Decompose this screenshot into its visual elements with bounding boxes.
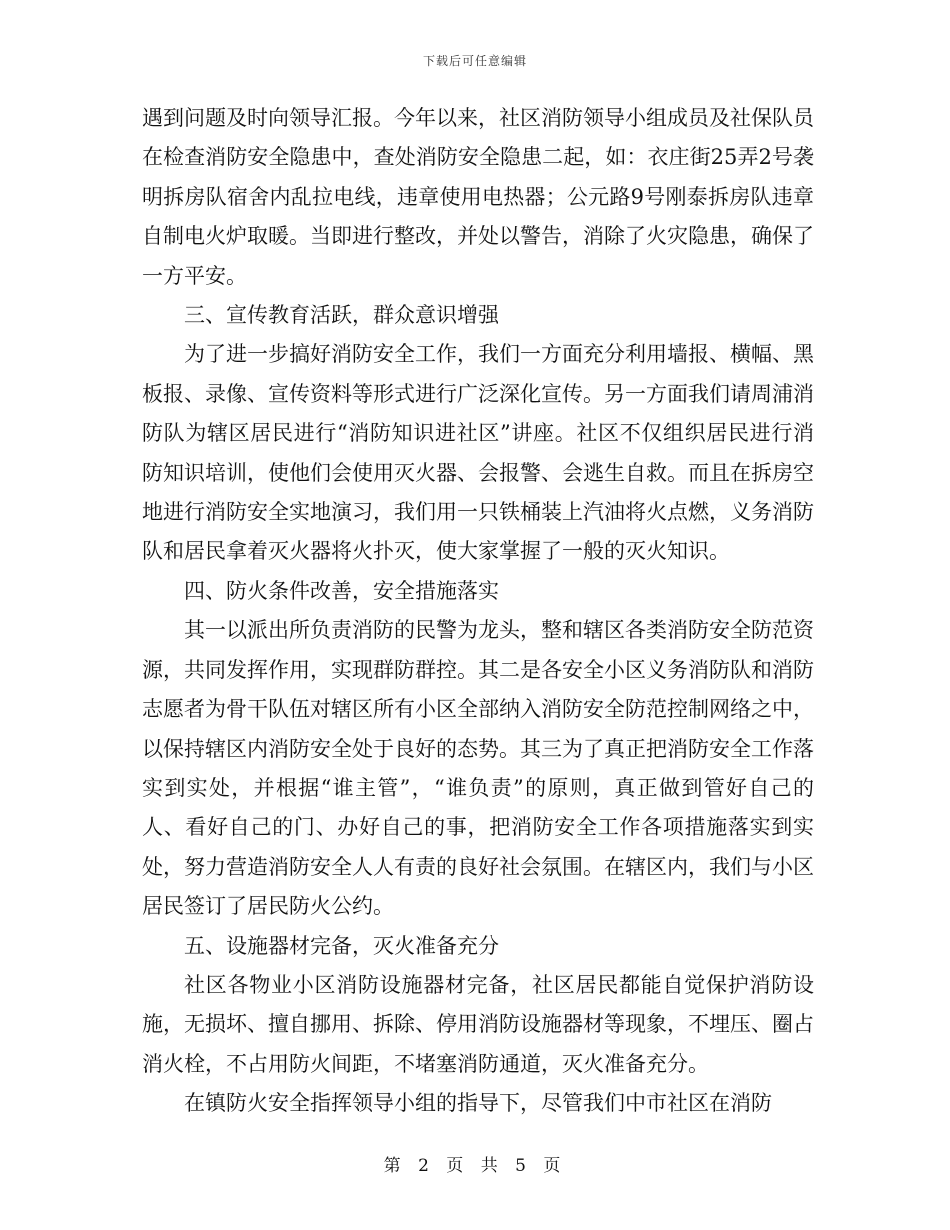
section-heading-3: 三、宣传教育活跃，群众意识增强 (184, 303, 499, 328)
section-heading-5: 五、设施器材完备，灭火准备充分 (184, 933, 499, 958)
paragraph-continuation: 遇到问题及时向领导汇报。今年以来，社区消防领导小组成员及社保队员在检查消防安全隐患中，查处消防安全隐患二起，如：衣庄街25弄2号袭明拆房队宿舍内乱拉电线，违章使用电热器；公元路9号刚泰拆房队违章自制电火炉取暖。当即进行整改，并处以警告，消除了火灾隐患，确保了一方平安。 (142, 106, 814, 288)
paragraph-guidance: 在镇防火安全指挥领导小组的指导下，尽管我们中市社区在消防 (184, 1091, 772, 1116)
paragraph-fire-conditions: 其一以派出所负责消防的民警为龙头，整和辖区各类消防安全防范资源，共同发挥作用，实现群防群控。其二是各安全小区义务消防队和消防志愿者为骨干队伍对辖区所有小区全部纳入消防安全防范控制网络之中，以保持辖区内消防安全处于良好的态势。其三为了真正把消防安全工作落实到实处，并根据“谁主管”，“谁负责”的原则，真正做到管好自己的人、看好自己的门、办好自己的事，把消防安全工作各项措施落实到实处，努力营造消防安全人人有责的良好社会氛围。在辖区内，我们与小区居民签订了居民防火公约。 (142, 618, 814, 919)
paragraph-facilities: 社区各物业小区消防设施器材完备，社区居民都能自觉保护消防设施，无损坏、擅自挪用、拆除、停用消防设施器材等现象，不埋压、圈占消火栓，不占用防火间距，不堵塞消防通道，灭火准备充分。 (142, 972, 814, 1076)
section-heading-4: 四、防火条件改善，安全措施落实 (184, 578, 499, 603)
page-number-footer: 第 2 页 共 5 页 (383, 1156, 567, 1176)
page-header: 下载后可任意编辑 (422, 54, 527, 68)
paragraph-publicity: 为了进一步搞好消防安全工作，我们一方面充分利用墙报、横幅、黑板报、录像、宣传资料等形式进行广泛深化宣传。另一方面我们请周浦消防队为辖区居民进行“消防知识进社区”讲座。社区不仅组织居民进行消防知识培训，使他们会使用灭火器、会报警、会逃生自救。而且在拆房空地进行消防安全实地演习，我们用一只铁桶装上汽油将火点燃，义务消防队和居民拿着灭火器将火扑灭，使大家掌握了一般的灭火知识。 (142, 342, 814, 564)
document-body (142, 99, 814, 1124)
